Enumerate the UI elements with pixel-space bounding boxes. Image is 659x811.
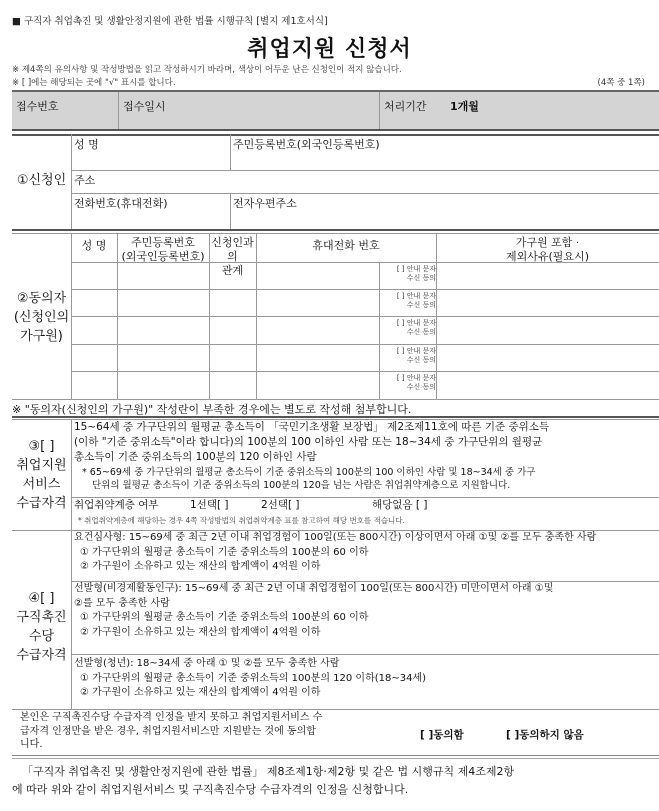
col-header-reason: 가구원 포함 · 제외사유(필요시) bbox=[506, 236, 589, 263]
vulnerable-choice-none[interactable]: 해당없음 [ ] bbox=[372, 499, 428, 511]
vulnerable-group-label: 취업취약계층 여부 bbox=[74, 499, 159, 511]
checkbox-note: ※ [ ]에는 해당되는 곳에 "√" 표시를 합니다. bbox=[12, 78, 176, 88]
vulnerable-choice-1[interactable]: 1선택[ ] bbox=[190, 499, 229, 511]
applicant-rrn-field[interactable]: 주민등록번호(외국인등록번호) bbox=[233, 138, 380, 151]
col-header-name: 성 명 bbox=[81, 239, 107, 252]
page-title: 취업지원 신청서 bbox=[247, 37, 412, 62]
col-header-mobile: 휴대전화 번호 bbox=[312, 239, 380, 252]
receipt-bar bbox=[12, 90, 659, 130]
instruction-note: ※ 제4쪽의 유의사항 및 작성방법을 읽고 작성하시기 바라며, 색상이 어두운 난은 신청인이 적지 않습니다. bbox=[12, 65, 402, 75]
form-reference: ■ 구직자 취업촉진 및 생활안정지원에 관한 법률 시행규칙 [별지 제1호서식] bbox=[12, 16, 328, 27]
employment-service-checkbox[interactable]: ③[ ] bbox=[28, 439, 55, 454]
consent-statement: 본인은 구직촉진수당 수급자격 인정을 받지 못하고 취업지원서비스 수 급자격 인정만을 받은 경우, 취업지원서비스만 지원받는 것에 동의합 니다. bbox=[20, 712, 323, 750]
sms-consent-checkbox-4[interactable]: [ ] 안내 문자 수신 동의 bbox=[396, 347, 436, 365]
sms-consent-checkbox-5[interactable]: [ ] 안내 문자 수신 동의 bbox=[396, 374, 436, 392]
declaration-text: 「구직자 취업촉진 및 생활안정지원에 관한 법률」 제8조제1항·제2항 및 같은 법 시행규칙 제4조제2항 에 따라 위와 같이 취업지원서비스 및 구직촉진수당 수급자격의 인정을 신청합니다. bbox=[12, 765, 515, 796]
sms-consent-checkbox-3[interactable]: [ ] 안내 문자 수신 동의 bbox=[396, 319, 436, 337]
applicant-phone-field[interactable]: 전화번호(휴대전화) bbox=[74, 197, 168, 210]
col-header-rrn: 주민등록번호 (외국인등록번호) bbox=[121, 236, 205, 263]
processing-period-value: 1개월 bbox=[450, 100, 479, 113]
type-selection-youth: 선발형(청년): 18~34세 중 아래 ① 및 ②를 모두 충족한 사람 ① 가구단위의 월평균 총소득이 기준 중위소득의 100분의 120 이하(18~34세) ② 가구원이 소유하고 있는 재산의 합계액이 4억원 이하 bbox=[74, 658, 427, 698]
vulnerable-choice-2[interactable]: 2선택[ ] bbox=[261, 499, 300, 511]
job-allowance-label: ④[ ] 구직촉진 수당 수급자격 bbox=[12, 590, 71, 665]
consenters-footnote: ※ "동의자(신청인의 가구원)" 작성란이 부족한 경우에는 별도로 작성해 첨부합니다. bbox=[12, 403, 412, 416]
applicant-name-field[interactable]: 성 명 bbox=[74, 138, 99, 151]
sms-consent-checkbox-1[interactable]: [ ] 안내 문자 수신 동의 bbox=[396, 265, 436, 283]
applicant-address-field[interactable]: 주소 bbox=[74, 174, 96, 187]
applicant-section-label: ①신청인 bbox=[16, 173, 67, 188]
page-count: (4쪽 중 1쪽) bbox=[597, 78, 645, 88]
col-header-relation: 신청인과의 관계 bbox=[211, 236, 254, 277]
type-selection-inactive: 선발형(비경제활동인구): 15~69세 중 최근 2년 이내 취업경험이 100일(또는 800시간) 미만이면서 아래 ①및 ②를 모두 충족한 사람 ① 가구단위의 월평균 총소득이 기준 중위소득의 100분의 60 이하 ② 가구원이 소유하고 있는 재산의 합계액이 4억원 이하 bbox=[74, 583, 554, 638]
type-requirement-review: 요건심사형: 15~69세 중 최근 2년 이내 취업경험이 100일(또는 800시간) 이상이면서 아래 ①및 ②를 모두 충족한 사람 ① 가구단위의 월평균 총소득이 기준 중위소득의 100분의 60 이하 ② 가구원이 소유하고 있는 재산의 합계액이 4억원 이하 bbox=[74, 532, 597, 572]
consenters-section-label: ②동의자 (신청인의 가구원) bbox=[13, 291, 70, 344]
vulnerable-group-note: * 취업취약계층에 해당하는 경우 4쪽 작성방법의 취업취약계층 표를 참고하여 해당 번호를 적습니다. bbox=[78, 516, 405, 525]
employment-service-criteria: 15~64세 중 가구단위의 월평균 총소득이 「국민기초생활 보장법」 제2조제11호에 따른 기준 중위소득 (이하 "기준 중위소득"이라 합니다)의 100분의 100 이하인 사람 또는 18~34세 중 가구단위의 월평균 총소득이 기준 중위소득의 100분의 120 이하인 사람 * 65~69세 중 가구단위의 월평균 총소득이 기준 중위소득의 100분의 100 이하인 사람 및 18~34세 중 가구 단위의 월평균 총소득이 기준 중위소득의 100분의 120을 넘는 사람은 취업취약계층으로 지원합니다. bbox=[74, 421, 550, 492]
disagree-checkbox[interactable]: [ ]동의하지 않음 bbox=[506, 729, 584, 741]
employment-service-label: ③[ ] 취업지원 서비스 수급자격 bbox=[12, 438, 71, 513]
receipt-number-label: 접수번호 bbox=[16, 100, 59, 113]
processing-period-label: 처리기간 bbox=[384, 100, 427, 113]
job-allowance-checkbox[interactable]: ④[ ] bbox=[28, 591, 55, 606]
receipt-date-label: 접수일시 bbox=[123, 100, 166, 113]
agree-checkbox[interactable]: [ ]동의함 bbox=[420, 729, 464, 741]
sms-consent-checkbox-2[interactable]: [ ] 안내 문자 수신 동의 bbox=[396, 292, 436, 310]
applicant-email-field[interactable]: 전자우편주소 bbox=[233, 197, 297, 210]
